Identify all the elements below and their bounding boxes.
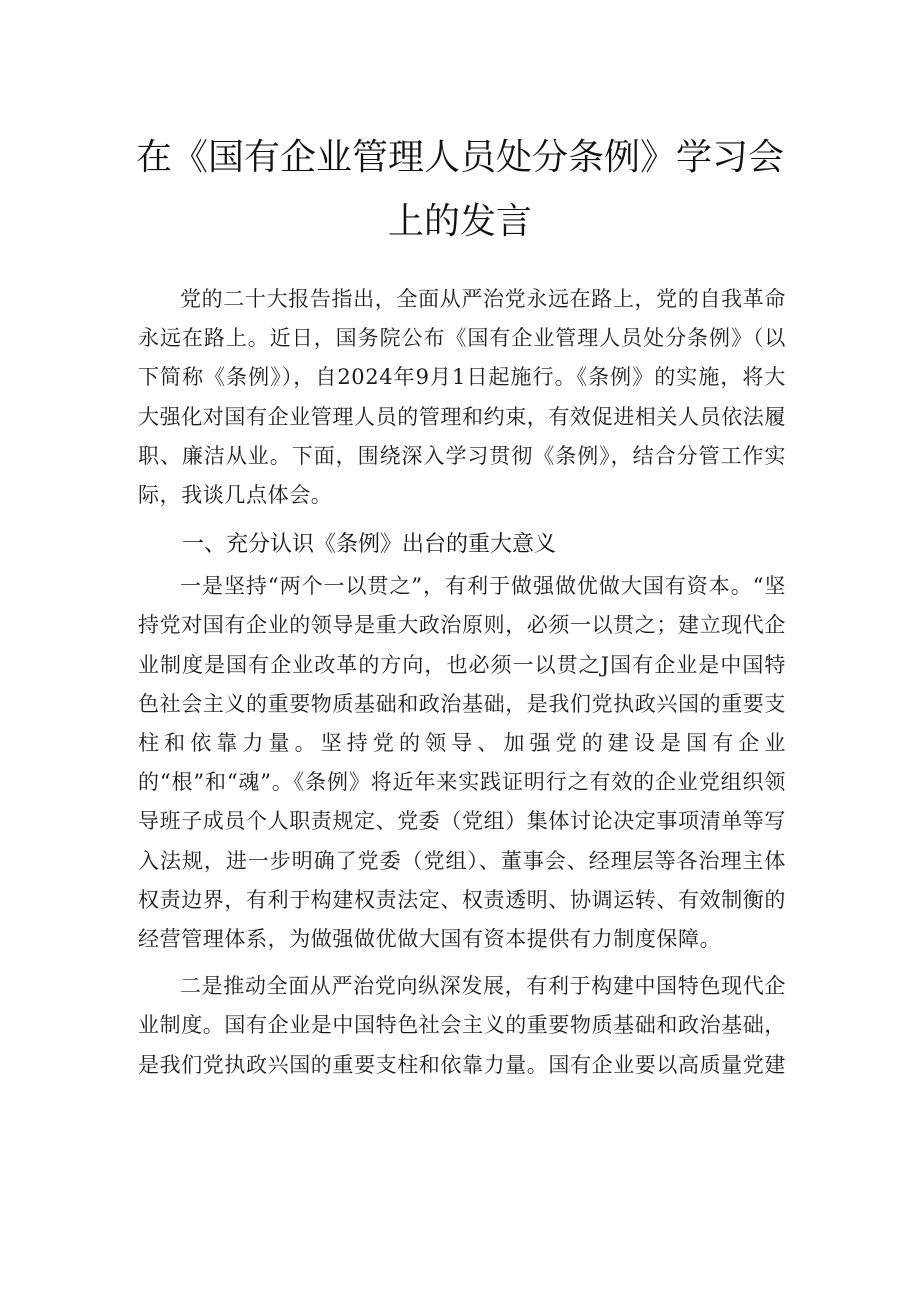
intro-paragraph: 党的二十大报告指出，全面从严治党永远在路上，党的自我革命永远在路上。近日，国务院公布《国有企业管理人员处分条例》（以下简称《条例》），自2024年9月1日起施行。《条例》的实施，将大大强化对国有企业管理人员的管理和约束，有效促进相关人员依法履职、廉洁从业。下面，围绕深入学习贯彻《条例》，结合分管工作实际，我谈几点体会。	[138, 287, 786, 508]
section-paragraph-1: 一是坚持“两个一以贯之”，有利于做强做优做大国有资本。“坚持党对国有企业的领导是重大政治原则，必须一以贯之；建立现代企业制度是国有企业改革的方向，也必须一以贯之J国有企业是中国特色社会主义的重要物质基础和政治基础，是我们党执政兴国的重要支柱和依靠力量。坚持党的领导、加强党的建设是国有企业的“根”和“魂”。《条例》将近年来实践证明行之有效的企业党组织领导班子成员个人职责规定、党委（党组）集体讨论决定事项清单等写入法规，进一步明确了党委（党组）、董事会、经理层等各治理主体权责边界，有利于构建权责法定、权责透明、协调运转、有效制衡的经营管理体系，为做强做优做大国有资本提供有力制度保障。	[138, 574, 786, 952]
paragraph-gap	[138, 515, 786, 523]
document-body	[138, 280, 786, 1085]
section-paragraph-2: 二是推动全面从严治党向纵深发展，有利于构建中国特色现代企业制度。国有企业是中国特色社会主义的重要物质基础和政治基础，是我们党执政兴国的重要支柱和依靠力量。国有企业要以高质量党建	[138, 974, 786, 1077]
title-line-1: 在《国有企业管理人员处分条例》学习会	[135, 137, 784, 178]
title-line-2: 上的发言	[387, 201, 532, 242]
document-title	[120, 126, 800, 254]
paragraph-gap	[138, 959, 786, 967]
section-heading: 一、充分认识《条例》出台的重大意义	[182, 532, 557, 558]
